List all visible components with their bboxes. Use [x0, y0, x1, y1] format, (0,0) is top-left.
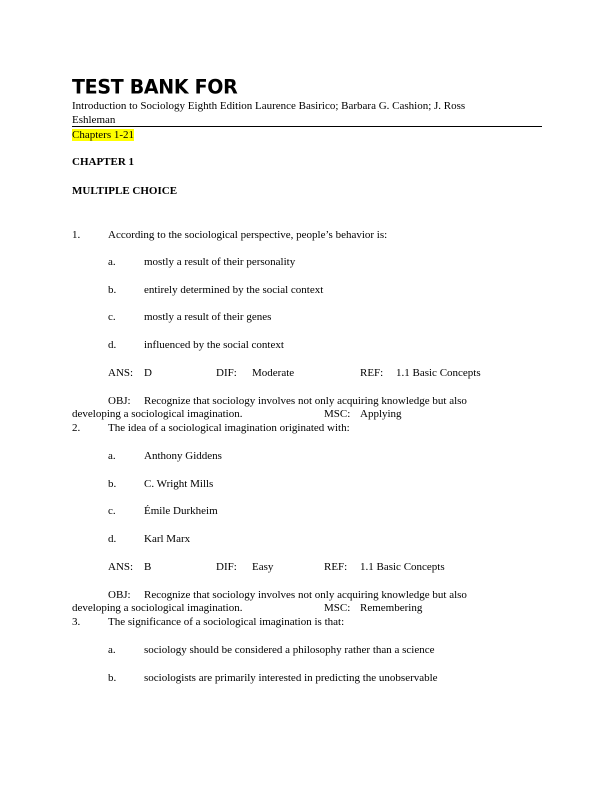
- option-text: sociologists are primarily interested in predicting the unobservable: [144, 672, 438, 684]
- question-number: 1.: [72, 229, 81, 241]
- header-divider: [72, 126, 542, 127]
- test-bank-title: TEST BANK FOR: [72, 75, 238, 99]
- objective-text: Recognize that sociology involves not only acquiring knowledge but also: [144, 589, 467, 601]
- difficulty-label: DIF:: [216, 561, 237, 573]
- option-text: C. Wright Mills: [144, 478, 214, 490]
- option-letter: b.: [108, 478, 117, 490]
- answer-label: ANS:: [108, 561, 134, 573]
- objective-text-cont: developing a sociological imagination.: [72, 408, 243, 420]
- option-text: Émile Durkheim: [144, 505, 218, 517]
- objective-label: OBJ:: [108, 589, 131, 601]
- book-title-line1: Introduction to Sociology Eighth Edition Laurence Basirico; Barbara G. Cashion; J. Ross: [72, 100, 466, 112]
- chapters-range: [72, 128, 134, 142]
- reference-label: REF:: [324, 561, 348, 573]
- option-letter: b.: [108, 284, 117, 296]
- option-text: influenced by the social context: [144, 339, 284, 351]
- book-title-line2: Eshleman: [72, 114, 116, 126]
- reference-value: 1.1 Basic Concepts: [360, 561, 445, 573]
- question-number: 2.: [72, 422, 81, 434]
- answer-value: D: [144, 367, 152, 379]
- reference-value: 1.1 Basic Concepts: [396, 367, 481, 379]
- chapter-heading: CHAPTER 1: [72, 156, 135, 168]
- option-text: mostly a result of their genes: [144, 311, 272, 323]
- objective-label: OBJ:: [108, 395, 131, 407]
- section-heading: MULTIPLE CHOICE: [72, 185, 178, 197]
- option-text: sociology should be considered a philosophy rather than a science: [144, 644, 435, 656]
- option-text: Karl Marx: [144, 533, 191, 545]
- question-number: 3.: [72, 616, 81, 628]
- reference-label: REF:: [360, 367, 384, 379]
- option-letter: b.: [108, 672, 117, 684]
- question-text: According to the sociological perspective, people’s behavior is:: [108, 229, 388, 241]
- option-letter: a.: [108, 256, 116, 268]
- option-text: entirely determined by the social context: [144, 284, 324, 296]
- question-text: The significance of a sociological imagination is that:: [108, 616, 345, 628]
- objective-text-cont: developing a sociological imagination.: [72, 602, 243, 614]
- option-text: Anthony Giddens: [144, 450, 222, 462]
- difficulty-label: DIF:: [216, 367, 237, 379]
- difficulty-value: Moderate: [252, 367, 295, 379]
- option-letter: d.: [108, 339, 117, 351]
- misc-label: MSC:: [324, 602, 351, 614]
- answer-label: ANS:: [108, 367, 134, 379]
- option-letter: a.: [108, 644, 116, 656]
- option-letter: c.: [108, 505, 116, 517]
- option-text: mostly a result of their personality: [144, 256, 296, 268]
- difficulty-value: Easy: [252, 561, 274, 573]
- question-text: The idea of a sociological imagination originated with:: [108, 422, 350, 434]
- answer-value: B: [144, 561, 152, 573]
- misc-value: Applying: [360, 408, 402, 420]
- misc-value: Remembering: [360, 602, 423, 614]
- misc-label: MSC:: [324, 408, 351, 420]
- book-title: [72, 99, 512, 127]
- chapters-highlight: Chapters 1-21: [72, 129, 135, 141]
- option-letter: a.: [108, 450, 116, 462]
- option-letter: d.: [108, 533, 117, 545]
- objective-text: Recognize that sociology involves not only acquiring knowledge but also: [144, 395, 467, 407]
- option-letter: c.: [108, 311, 116, 323]
